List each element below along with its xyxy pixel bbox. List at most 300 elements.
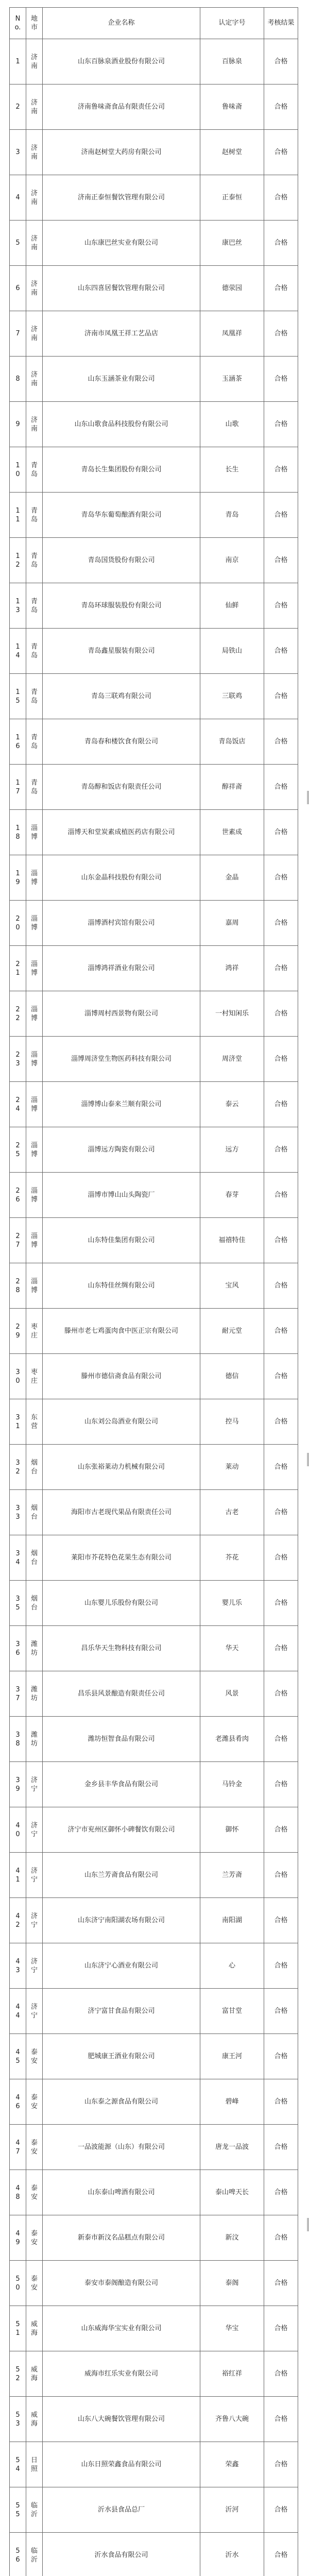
- row-number: 43: [10, 1943, 26, 1989]
- row-brand: 马铃金: [200, 1762, 264, 1807]
- row-company: 济南正泰恒餐饮管理有限公司: [43, 175, 200, 221]
- row-result: 合格: [264, 2442, 298, 2487]
- row-city: 烟台: [26, 1490, 43, 1535]
- table-row: [10, 1898, 298, 1943]
- row-city: 泰安: [26, 2170, 43, 2215]
- row-result: 合格: [264, 2397, 298, 2442]
- row-city: 济南: [26, 221, 43, 266]
- row-result: 合格: [264, 946, 298, 991]
- table-row: [10, 1853, 298, 1898]
- table-row: [10, 1989, 298, 2034]
- row-brand: 老潍县肴肉: [200, 1717, 264, 1762]
- row-number: 6: [10, 266, 26, 311]
- row-city: 青岛: [26, 719, 43, 765]
- row-brand: 沂河: [200, 2487, 264, 2533]
- row-number: 52: [10, 2351, 26, 2397]
- table-row: [10, 1943, 298, 1989]
- table-row: [10, 1173, 298, 1218]
- row-number: 14: [10, 629, 26, 674]
- row-number: 44: [10, 1989, 26, 2034]
- row-result: 合格: [264, 2487, 298, 2533]
- row-city: 淄博: [26, 810, 43, 855]
- row-city: 泰安: [26, 2125, 43, 2170]
- row-company: 新泰市新汶名品糕点有限公司: [43, 2215, 200, 2261]
- row-city: 济南: [26, 175, 43, 221]
- row-city: 烟台: [26, 1535, 43, 1581]
- row-company: 青岛三联鸡有限公司: [43, 674, 200, 719]
- row-result: 合格: [264, 493, 298, 538]
- row-brand: 唐龙一品波: [200, 2125, 264, 2170]
- row-number: 9: [10, 402, 26, 447]
- row-company: 山东特佳集团有限公司: [43, 1218, 200, 1263]
- row-city: 青岛: [26, 447, 43, 493]
- row-company: 济南鲁味斋食品有限责任公司: [43, 84, 200, 130]
- row-brand: 福禧特佳: [200, 1218, 264, 1263]
- row-company: 淄博酒村宾馆有限公司: [43, 901, 200, 946]
- row-number: 40: [10, 1807, 26, 1853]
- row-brand: 长生: [200, 447, 264, 493]
- row-result: 合格: [264, 1082, 298, 1127]
- row-company: 青岛环球服装股份有限公司: [43, 583, 200, 629]
- row-company: 青岛长生集团股份有限公司: [43, 447, 200, 493]
- table-row: [10, 946, 298, 991]
- row-number: 48: [10, 2170, 26, 2215]
- row-brand: 鸿祥: [200, 946, 264, 991]
- row-number: 25: [10, 1127, 26, 1173]
- document: [9, 7, 298, 2576]
- row-city: 济南: [26, 84, 43, 130]
- table-row: [10, 2261, 298, 2306]
- row-company: 山东济宁心酒业有限公司: [43, 1943, 200, 1989]
- row-result: 合格: [264, 674, 298, 719]
- row-city: 淄博: [26, 1037, 43, 1082]
- row-city: 青岛: [26, 629, 43, 674]
- row-brand: 芥花: [200, 1535, 264, 1581]
- row-city: 威海: [26, 2306, 43, 2351]
- table-row: [10, 2487, 298, 2533]
- row-company: 沂水县食品总厂: [43, 2487, 200, 2533]
- row-company: 山东婴儿乐股份有限公司: [43, 1581, 200, 1626]
- row-company: 山东特佳丝绸有限公司: [43, 1263, 200, 1309]
- table-row: [10, 1581, 298, 1626]
- row-result: 合格: [264, 1445, 298, 1490]
- row-company: 青岛春和楼饮食有限公司: [43, 719, 200, 765]
- row-city: 泰安: [26, 2215, 43, 2261]
- row-number: 20: [10, 901, 26, 946]
- row-result: 合格: [264, 1037, 298, 1082]
- row-number: 21: [10, 946, 26, 991]
- row-company: 昌乐华天生物科技有限公司: [43, 1626, 200, 1671]
- row-brand: 华天: [200, 1626, 264, 1671]
- table-row: [10, 357, 298, 402]
- row-company: 山东玉涵茶业有限公司: [43, 357, 200, 402]
- row-result: 合格: [264, 130, 298, 175]
- row-number: 23: [10, 1037, 26, 1082]
- row-city: 济宁: [26, 1807, 43, 1853]
- row-number: 35: [10, 1581, 26, 1626]
- table-row: [10, 130, 298, 175]
- row-result: 合格: [264, 1853, 298, 1898]
- row-result: 合格: [264, 2261, 298, 2306]
- row-number: 7: [10, 311, 26, 357]
- row-company: 滕州市德信斋食品有限公司: [43, 1354, 200, 1399]
- row-company: 济宁富甘食品有限公司: [43, 1989, 200, 2034]
- row-brand: 莱动: [200, 1445, 264, 1490]
- row-brand: 仙鲜: [200, 583, 264, 629]
- row-brand: 山歌: [200, 402, 264, 447]
- row-company: 海阳市古老现代果品有限责任公司: [43, 1490, 200, 1535]
- row-company: 山东威海华宝实业有限公司: [43, 2306, 200, 2351]
- row-brand: 正泰恒: [200, 175, 264, 221]
- row-company: 山东泰山啤酒有限公司: [43, 2170, 200, 2215]
- table-row: [10, 84, 298, 130]
- row-company: 金乡县丰华食品有限公司: [43, 1762, 200, 1807]
- header-result: 考核结果: [264, 8, 298, 39]
- row-number: 54: [10, 2442, 26, 2487]
- row-company: 山东张裕莱动力机械有限公司: [43, 1445, 200, 1490]
- row-company: 淄博周济堂生物医药科技有限公司: [43, 1037, 200, 1082]
- row-result: 合格: [264, 447, 298, 493]
- row-company: 淄博市博山山头陶瓷厂: [43, 1173, 200, 1218]
- table-row: [10, 810, 298, 855]
- table-row: [10, 2442, 298, 2487]
- row-result: 合格: [264, 583, 298, 629]
- row-company: 山东八大碗餐饮管理有限公司: [43, 2397, 200, 2442]
- row-result: 合格: [264, 1490, 298, 1535]
- row-brand: 南阳湖: [200, 1898, 264, 1943]
- row-brand: 婴儿乐: [200, 1581, 264, 1626]
- row-result: 合格: [264, 1762, 298, 1807]
- row-result: 合格: [264, 810, 298, 855]
- row-city: 淄博: [26, 1218, 43, 1263]
- row-city: 济宁: [26, 1898, 43, 1943]
- row-result: 合格: [264, 2351, 298, 2397]
- row-result: 合格: [264, 2306, 298, 2351]
- table-row: [10, 1671, 298, 1717]
- row-company: 山东泰之源食品有限公司: [43, 2079, 200, 2125]
- row-brand: 远方: [200, 1127, 264, 1173]
- row-number: 15: [10, 674, 26, 719]
- table-row: [10, 1445, 298, 1490]
- row-number: 26: [10, 1173, 26, 1218]
- table-row: [10, 1218, 298, 1263]
- row-number: 3: [10, 130, 26, 175]
- row-result: 合格: [264, 1717, 298, 1762]
- row-city: 淄博: [26, 1127, 43, 1173]
- row-brand: 裕红祥: [200, 2351, 264, 2397]
- row-city: 烟台: [26, 1445, 43, 1490]
- row-brand: 凤凰祥: [200, 311, 264, 357]
- row-brand: 碧峰: [200, 2079, 264, 2125]
- row-company: 山东济宁南阳湖农场有限公司: [43, 1898, 200, 1943]
- table-row: [10, 1399, 298, 1445]
- row-city: 枣庄: [26, 1354, 43, 1399]
- table-row: [10, 855, 298, 901]
- row-city: 威海: [26, 2397, 43, 2442]
- row-city: 淄博: [26, 991, 43, 1037]
- row-number: 4: [10, 175, 26, 221]
- row-brand: 泰山啤天长: [200, 2170, 264, 2215]
- row-brand: 宝风: [200, 1263, 264, 1309]
- row-brand: 御怀: [200, 1807, 264, 1853]
- row-number: 33: [10, 1490, 26, 1535]
- row-city: 淄博: [26, 1173, 43, 1218]
- table-row: [10, 2306, 298, 2351]
- scroll-marker: [307, 791, 309, 804]
- row-company: 山东兰芳斋食品有限公司: [43, 1853, 200, 1898]
- row-result: 合格: [264, 2170, 298, 2215]
- row-company: 昌乐县风景酿造有限责任公司: [43, 1671, 200, 1717]
- row-number: 37: [10, 1671, 26, 1717]
- row-number: 29: [10, 1309, 26, 1354]
- table-row: [10, 493, 298, 538]
- row-city: 枣庄: [26, 1309, 43, 1354]
- row-city: 泰安: [26, 2079, 43, 2125]
- row-city: 济宁: [26, 1853, 43, 1898]
- row-result: 合格: [264, 901, 298, 946]
- row-number: 18: [10, 810, 26, 855]
- row-brand: 金晶: [200, 855, 264, 901]
- row-company: 一品波能源（山东）有限公司: [43, 2125, 200, 2170]
- header-city: 地市: [26, 8, 43, 39]
- row-city: 青岛: [26, 583, 43, 629]
- row-result: 合格: [264, 1309, 298, 1354]
- row-result: 合格: [264, 1807, 298, 1853]
- row-brand: 富甘堂: [200, 1989, 264, 2034]
- row-brand: 醇祥斋: [200, 765, 264, 810]
- row-result: 合格: [264, 1671, 298, 1717]
- table-row: [10, 629, 298, 674]
- table-row: [10, 1626, 298, 1671]
- row-company: 山东日照荣鑫食品有限公司: [43, 2442, 200, 2487]
- scroll-marker: [307, 2218, 309, 2231]
- enterprise-table: [9, 7, 298, 2576]
- row-result: 合格: [264, 1127, 298, 1173]
- row-number: 36: [10, 1626, 26, 1671]
- row-number: 19: [10, 855, 26, 901]
- table-row: [10, 2034, 298, 2079]
- header-brand: 认定字号: [200, 8, 264, 39]
- row-brand: 泰云: [200, 1082, 264, 1127]
- table-row: [10, 2125, 298, 2170]
- row-brand: 南京: [200, 538, 264, 583]
- table-row: [10, 2079, 298, 2125]
- row-number: 47: [10, 2125, 26, 2170]
- row-number: 46: [10, 2079, 26, 2125]
- row-brand: 泰阁: [200, 2261, 264, 2306]
- row-result: 合格: [264, 1399, 298, 1445]
- row-city: 淄博: [26, 901, 43, 946]
- header-no: No.: [10, 8, 26, 39]
- row-company: 淄博鸿祥酒业有限公司: [43, 946, 200, 991]
- row-brand: 新汶: [200, 2215, 264, 2261]
- row-result: 合格: [264, 2533, 298, 2576]
- row-brand: 康巴丝: [200, 221, 264, 266]
- row-result: 合格: [264, 2079, 298, 2125]
- table-row: [10, 2215, 298, 2261]
- row-result: 合格: [264, 719, 298, 765]
- table-row: [10, 991, 298, 1037]
- row-result: 合格: [264, 1218, 298, 1263]
- row-result: 合格: [264, 1535, 298, 1581]
- row-city: 济南: [26, 357, 43, 402]
- row-brand: 沂水: [200, 2533, 264, 2576]
- row-city: 淄博: [26, 1082, 43, 1127]
- row-result: 合格: [264, 39, 298, 84]
- row-number: 8: [10, 357, 26, 402]
- table-row: [10, 1082, 298, 1127]
- row-number: 1: [10, 39, 26, 84]
- row-number: 32: [10, 1445, 26, 1490]
- row-number: 31: [10, 1399, 26, 1445]
- row-result: 合格: [264, 2215, 298, 2261]
- row-brand: 一村知闲乐: [200, 991, 264, 1037]
- row-city: 日照: [26, 2442, 43, 2487]
- row-city: 济宁: [26, 1943, 43, 1989]
- row-number: 45: [10, 2034, 26, 2079]
- table-row: [10, 538, 298, 583]
- row-result: 合格: [264, 357, 298, 402]
- table-row: [10, 1263, 298, 1309]
- row-number: 17: [10, 765, 26, 810]
- row-number: 56: [10, 2533, 26, 2576]
- row-result: 合格: [264, 1581, 298, 1626]
- table-row: [10, 221, 298, 266]
- row-city: 淄博: [26, 855, 43, 901]
- table-row: [10, 1762, 298, 1807]
- row-number: 10: [10, 447, 26, 493]
- table-row: [10, 2170, 298, 2215]
- row-result: 合格: [264, 84, 298, 130]
- row-city: 威海: [26, 2351, 43, 2397]
- row-number: 12: [10, 538, 26, 583]
- row-city: 济南: [26, 266, 43, 311]
- table-row: [10, 39, 298, 84]
- table-row: [10, 583, 298, 629]
- row-number: 24: [10, 1082, 26, 1127]
- row-brand: 青岛饭店: [200, 719, 264, 765]
- table-row: [10, 1354, 298, 1399]
- row-brand: 周济堂: [200, 1037, 264, 1082]
- table-row: [10, 1807, 298, 1853]
- row-brand: 兰芳斋: [200, 1853, 264, 1898]
- row-city: 淄博: [26, 946, 43, 991]
- row-city: 东营: [26, 1399, 43, 1445]
- row-number: 51: [10, 2306, 26, 2351]
- table-row: [10, 674, 298, 719]
- row-brand: 鲁味斋: [200, 84, 264, 130]
- table-row: [10, 175, 298, 221]
- row-company: 济南赵树堂大药房有限公司: [43, 130, 200, 175]
- row-brand: 青岛: [200, 493, 264, 538]
- row-result: 合格: [264, 1263, 298, 1309]
- row-number: 53: [10, 2397, 26, 2442]
- row-number: 42: [10, 1898, 26, 1943]
- row-number: 49: [10, 2215, 26, 2261]
- row-number: 34: [10, 1535, 26, 1581]
- row-city: 济南: [26, 402, 43, 447]
- row-result: 合格: [264, 2034, 298, 2079]
- row-company: 济宁市兖州区御怀小碑餐饮有限公司: [43, 1807, 200, 1853]
- table-row: [10, 719, 298, 765]
- row-number: 39: [10, 1762, 26, 1807]
- row-company: 山东山歌食品科技股份有限公司: [43, 402, 200, 447]
- row-city: 青岛: [26, 674, 43, 719]
- row-result: 合格: [264, 2125, 298, 2170]
- row-number: 41: [10, 1853, 26, 1898]
- table-row: [10, 901, 298, 946]
- table-row: [10, 1535, 298, 1581]
- table-header-row: [10, 8, 298, 39]
- row-result: 合格: [264, 221, 298, 266]
- row-city: 青岛: [26, 765, 43, 810]
- row-city: 济南: [26, 130, 43, 175]
- table-row: [10, 1717, 298, 1762]
- row-city: 烟台: [26, 1581, 43, 1626]
- row-result: 合格: [264, 266, 298, 311]
- table-row: [10, 2397, 298, 2442]
- row-brand: 三联鸡: [200, 674, 264, 719]
- row-city: 青岛: [26, 493, 43, 538]
- row-company: 莱阳市芥花特色花果生态有限公司: [43, 1535, 200, 1581]
- row-company: 滕州市老七鸡蛋肉食中医正宗有限公司: [43, 1309, 200, 1354]
- row-company: 淄博周村西景物有限公司: [43, 991, 200, 1037]
- row-company: 青岛鑫星服装有限公司: [43, 629, 200, 674]
- row-city: 潍坊: [26, 1717, 43, 1762]
- scroll-marker: [307, 1453, 309, 1466]
- row-city: 潍坊: [26, 1626, 43, 1671]
- row-result: 合格: [264, 629, 298, 674]
- row-number: 11: [10, 493, 26, 538]
- row-number: 13: [10, 583, 26, 629]
- table-row: [10, 1127, 298, 1173]
- row-company: 山东康巴丝实业有限公司: [43, 221, 200, 266]
- row-number: 22: [10, 991, 26, 1037]
- row-brand: 控马: [200, 1399, 264, 1445]
- row-brand: 德荥园: [200, 266, 264, 311]
- row-number: 38: [10, 1717, 26, 1762]
- row-result: 合格: [264, 402, 298, 447]
- table-row: [10, 311, 298, 357]
- row-brand: 德信: [200, 1354, 264, 1399]
- row-brand: 百脉泉: [200, 39, 264, 84]
- row-company: 淄博远方陶瓷有限公司: [43, 1127, 200, 1173]
- row-number: 16: [10, 719, 26, 765]
- row-result: 合格: [264, 538, 298, 583]
- row-company: 山东四喜居餐饮管理有限公司: [43, 266, 200, 311]
- row-brand: 嘉周: [200, 901, 264, 946]
- row-brand: 局铁山: [200, 629, 264, 674]
- row-city: 济南: [26, 311, 43, 357]
- table-row: [10, 1309, 298, 1354]
- row-number: 27: [10, 1218, 26, 1263]
- row-number: 55: [10, 2487, 26, 2533]
- row-brand: 华宝: [200, 2306, 264, 2351]
- row-company: 青岛醇和饭店有限责任公司: [43, 765, 200, 810]
- row-company: 淄博博山泰来兰顺有限公司: [43, 1082, 200, 1127]
- row-result: 合格: [264, 855, 298, 901]
- row-city: 济宁: [26, 1989, 43, 2034]
- row-company: 青岛华东葡萄酿酒有限公司: [43, 493, 200, 538]
- table-row: [10, 1037, 298, 1082]
- row-result: 合格: [264, 991, 298, 1037]
- row-result: 合格: [264, 1354, 298, 1399]
- row-city: 泰安: [26, 2261, 43, 2306]
- row-company: 山东刘公岛酒业有限公司: [43, 1399, 200, 1445]
- row-brand: 世素成: [200, 810, 264, 855]
- row-company: 威海市红乐实业有限公司: [43, 2351, 200, 2397]
- row-company: 潍坊恒智食品有限公司: [43, 1717, 200, 1762]
